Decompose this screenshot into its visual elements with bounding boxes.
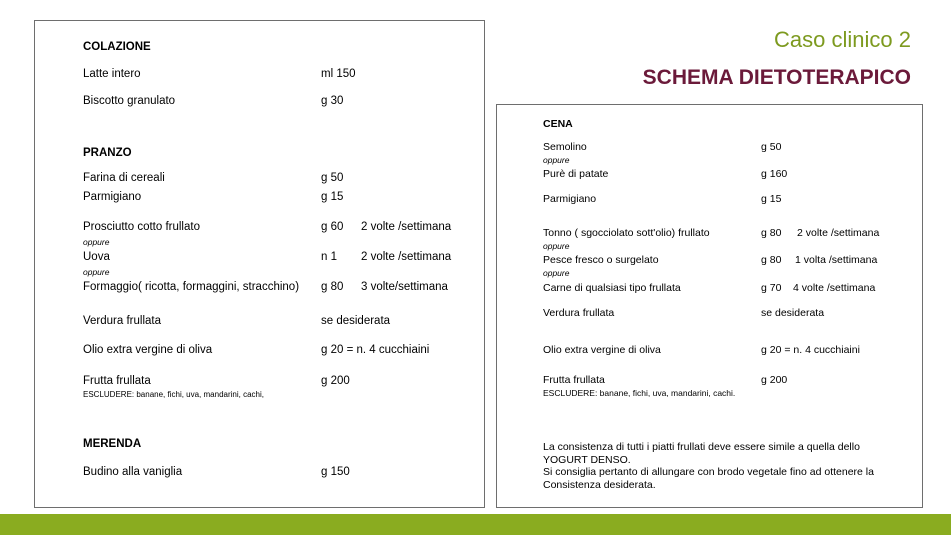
- item-uova-freq: 2 volte /settimana: [361, 251, 452, 263]
- item-formaggio-qty: g 80: [321, 281, 344, 293]
- oppure-label: oppure: [543, 155, 570, 165]
- item-prosciutto-name: Prosciutto cotto frullato: [83, 221, 200, 233]
- heading-pranzo: PRANZO: [83, 147, 132, 159]
- item-verdura-name: Verdura frullata: [543, 307, 615, 319]
- item-verdura-qty: se desiderata: [761, 307, 825, 319]
- item-prosciutto-qty: g 60: [321, 221, 344, 233]
- item-uova-qty: n 1: [321, 251, 337, 263]
- left-diet-panel: [34, 20, 485, 508]
- note-line: YOGURT DENSO.: [543, 453, 631, 466]
- item-pesce-freq: 1 volta /settimana: [795, 254, 878, 266]
- item-formaggio-name: Formaggio( ricotta, formaggini, stracchino): [83, 281, 300, 293]
- right-diet-panel: [496, 104, 923, 508]
- oppure-label: oppure: [543, 268, 570, 278]
- item-pure-qty: g 160: [761, 168, 788, 180]
- note-line: La consistenza di tutti i piatti frullati deve essere simile a quella dello: [543, 441, 860, 453]
- item-pesce-qty: g 80: [761, 254, 782, 266]
- item-pesce-name: Pesce fresco o surgelato: [543, 254, 659, 266]
- item-olio-qty: g 20 = n. 4 cucchiaini: [321, 344, 430, 356]
- item-tonno-freq: 2 volte /settimana: [797, 227, 880, 239]
- heading-cena: CENA: [543, 118, 573, 130]
- escludere-note: ESCLUDERE: banane, fichi, uva, mandarini, cachi,: [83, 390, 264, 399]
- item-parmigiano-qty: g 15: [761, 193, 782, 205]
- slide-subtitle: Caso clinico 2: [774, 27, 911, 52]
- item-uova-name: Uova: [83, 251, 110, 263]
- item-prosciutto-freq: 2 volte /settimana: [361, 221, 452, 233]
- item-parmigiano-name: Parmigiano: [543, 193, 597, 205]
- item-parmigiano-name: Parmigiano: [83, 191, 142, 203]
- item-formaggio-freq: 3 volte/settimana: [361, 281, 448, 293]
- item-latte-qty: ml 150: [321, 68, 356, 80]
- item-frutta-qty: g 200: [761, 374, 788, 386]
- oppure-label: oppure: [83, 237, 110, 247]
- oppure-label: oppure: [543, 241, 570, 251]
- note-line: Si consiglia pertanto di allungare con brodo vegetale fino ad ottenere la: [543, 466, 874, 478]
- item-biscotto-qty: g 30: [321, 95, 344, 107]
- item-semolino-qty: g 50: [761, 141, 782, 153]
- item-biscotto-name: Biscotto granulato: [83, 95, 176, 107]
- oppure-label: oppure: [83, 267, 110, 277]
- item-frutta-name: Frutta frullata: [543, 374, 605, 386]
- heading-merenda: MERENDA: [83, 438, 142, 450]
- item-farina-qty: g 50: [321, 172, 344, 184]
- slide-title: SCHEMA DIETOTERAPICO: [642, 66, 911, 89]
- item-latte-name: Latte intero: [83, 68, 141, 80]
- item-tonno-qty: g 80: [761, 227, 782, 239]
- item-verdura-name: Verdura frullata: [83, 315, 161, 327]
- note-line: Consistenza desiderata.: [543, 478, 656, 491]
- item-budino-qty: g 150: [321, 466, 350, 478]
- item-semolino-name: Semolino: [543, 141, 587, 153]
- item-pure-name: Purè di patate: [543, 168, 609, 180]
- item-farina-name: Farina di cereali: [83, 172, 165, 184]
- item-frutta-name: Frutta frullata: [83, 375, 151, 387]
- item-olio-name: Olio extra vergine di oliva: [543, 344, 661, 356]
- footer-bar: [0, 514, 951, 535]
- item-olio-qty: g 20 = n. 4 cucchiaini: [761, 344, 860, 356]
- item-tonno-name: Tonno ( sgocciolato sott'olio) frullato: [543, 227, 710, 239]
- consistency-note: [543, 441, 903, 491]
- item-frutta-qty: g 200: [321, 375, 350, 387]
- item-verdura-qty: se desiderata: [321, 315, 391, 327]
- item-carne-qty: g 70: [761, 282, 782, 294]
- escludere-note: ESCLUDERE: banane, fichi, uva, mandarini, cachi.: [543, 388, 736, 398]
- item-olio-name: Olio extra vergine di oliva: [83, 344, 213, 356]
- item-parmigiano-qty: g 15: [321, 191, 344, 203]
- heading-colazione: COLAZIONE: [83, 41, 151, 53]
- item-budino-name: Budino alla vaniglia: [83, 466, 183, 478]
- item-carne-name: Carne di qualsiasi tipo frullata: [543, 282, 681, 294]
- item-carne-freq: 4 volte /settimana: [793, 282, 876, 294]
